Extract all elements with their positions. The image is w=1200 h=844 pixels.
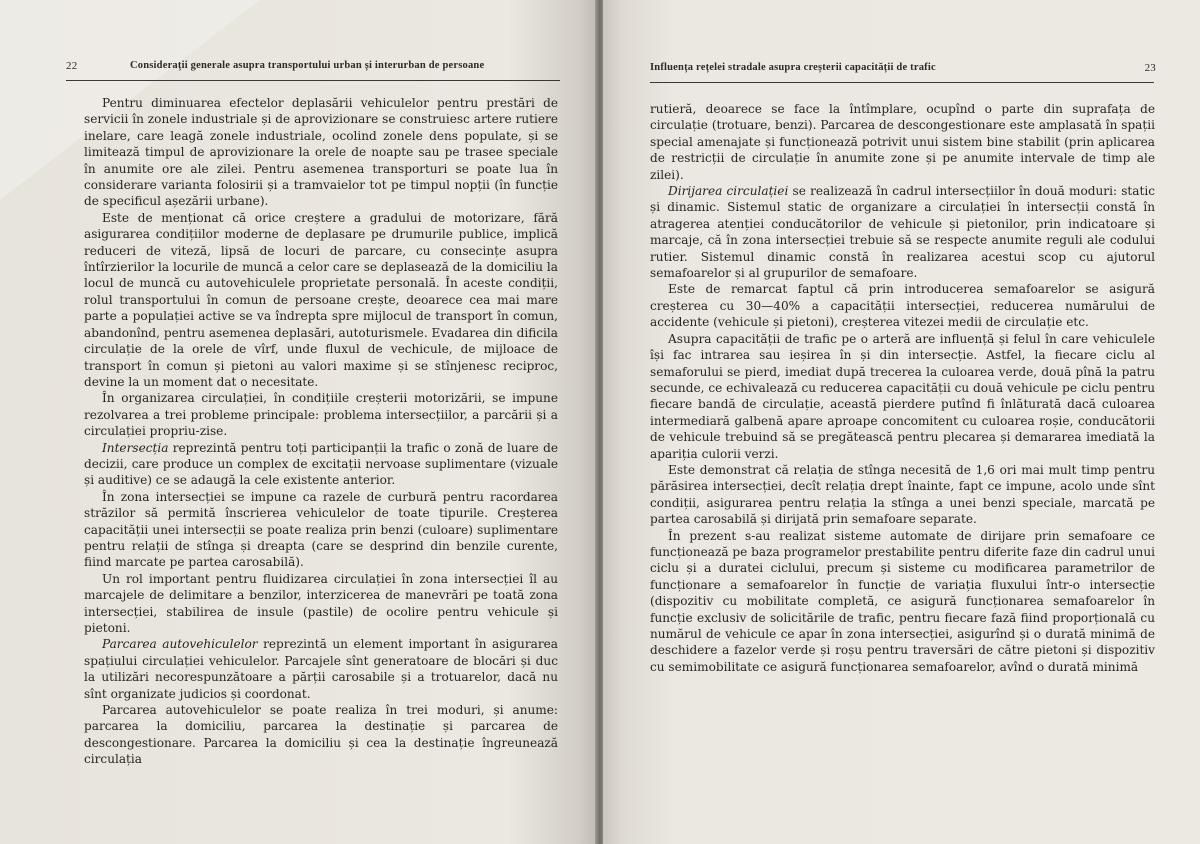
left-running-head: Considerații generale asupra transportului urban și interurban de persoane — [130, 60, 485, 71]
paragraph-text: Este de remarcat faptul că prin introducerea semafoarelor se asigură creșterea cu 30—40% a capacității intersecției, reducerea numărului de accidente (vehicule și pietoni), creșterea vitezei medii de circulație etc. — [650, 282, 1155, 330]
right-header-rule — [650, 82, 1154, 83]
paragraph-text: Un rol important pentru fluidizarea circulației în zona intersecției îl au marcajele de delimitare a benzilor, interzicerea de manevrări pe toată zona intersecției, stabilirea de insule (pastile) de ocolire pentru vehicule și pietoni. — [84, 571, 558, 635]
paragraph — [650, 281, 1155, 330]
paragraph — [650, 331, 1155, 462]
paragraph — [650, 528, 1155, 676]
right-page — [603, 0, 1200, 844]
paragraph-emphasis: Dirijarea circulației — [668, 184, 789, 199]
left-page-number: 22 — [66, 60, 78, 72]
paragraph-text: reprezintă pentru toți participanții la trafic o zonă de luare de decizii, care produce un complex de excitații nervoase suplimentare (vizuale și auditive) ce se adaugă la cele existente anterior. — [84, 440, 558, 488]
paragraph-text: În prezent s-au realizat sisteme automate de dirijare prin semafoare ce funcționează pe baza programelor prestabilite pentru diferite faze din cadrul unui ciclu și a duratei ciclului, precum și sisteme cu modificarea parametrilor de funcționare a semafoarelor în funcție de variația fluxului într-o intersecție (dispozitiv cu mobilitate completă, ce asigură funcționarea semafoarelor în funcție exclusiv de solicitările de trafic, pentru fiecare fază fiind proporțională cu numărul de vehicule ce apar în zona intersecției, asigurînd și o durată minimă de deschidere a fazelor verde și roșu pentru traversări de către pietoni și dispozitiv cu semimobilitate ce asigură funcționarea semafoarelor, avînd o durată minimă — [650, 528, 1155, 674]
paragraph — [650, 101, 1155, 183]
right-page-number: 23 — [1144, 62, 1156, 74]
paragraph — [84, 210, 558, 390]
paragraph — [84, 489, 558, 571]
paragraph — [650, 183, 1155, 281]
paragraph-text: În zona intersecției se impune ca razele de curbură pentru racordarea străzilor să permită înscrierea vehiculelor de toate tipurile. Creșterea capacității unei intersecții se poate realiza prin benzi (culoare) suplimentare pentru relații de stînga și dreapta (care se desprind din benzile curente, fiind marcate pe partea carosabilă). — [84, 489, 558, 570]
paragraph-text: rutieră, deoarece se face la întîmplare, ocupînd o parte din suprafața de circulație (trotuare, benzi). Parcarea de descongestionare este amplasată în spații special amenajate și funcționează potrivit unui sistem bine stabilit (prin aplicarea de restricții de circulație în anumite zone și pe anumite intervale de timp ale zilei). — [650, 102, 1155, 182]
paragraph — [650, 462, 1155, 528]
paragraph-text: Este de menționat că orice creștere a gradului de motorizare, fără asigurarea condițiilor moderne de deplasare pe drumurile publice, implică reduceri de viteză, lipsă de locuri de parcare, cu consecințe asupra întîrzierilor la locurile de muncă a celor care se deplasează de la domiciliu la locul de muncă cu autovehiculele proprietate personală. În aceste condiții, rolul transportului în comun de persoane crește, deoarece cea mai mare parte a populației active se va îndrepta spre mijlocul de transport în comun, abandonînd, pentru asemenea deplasări, autoturismele. Evadarea din dificila circulație de la orele de vîrf, unde fluxul de vechicule, de mijloace de transport în comun și pietoni au valori maxime și se stînjenesc reciproc, devine la un moment dat o necesitate. — [84, 210, 558, 389]
left-page — [0, 0, 597, 844]
paragraph-text: Este demonstrat că relația de stînga necesită de 1,6 ori mai mult timp pentru părăsirea intersecției, decît relația drept înainte, fapt ce impune, acolo unde sînt condiții, asigurarea pentru relația la stînga a unei benzi speciale, marcată pe partea carosabilă și dirijată prin semafoare separate. — [650, 462, 1155, 527]
right-running-header — [650, 60, 1156, 76]
paragraph — [84, 95, 558, 210]
paragraph-emphasis: Intersecția — [102, 440, 169, 455]
paragraph — [84, 702, 558, 768]
left-body-text — [84, 95, 558, 768]
paragraph-text: În organizarea circulației, în condițiile creșterii motorizării, se impune rezolvarea a trei probleme principale: problema intersecțiilor, a parcării și a circulației propriu-zise. — [84, 391, 558, 439]
paragraph-text: Parcarea autovehiculelor se poate realiza în trei moduri, și anume: parcarea la domiciliu, parcarea la destinație și parcarea de descongestionare. Parcarea la domiciliu și cea la destinație îngreunează circulația — [84, 703, 558, 767]
paragraph-text: reprezintă un element important în asigurarea spațiului circulației vehiculelor. Parcajele sînt generatoare de blocări și duc la utilizări necorespunzătoare a părții carosabile și a trotuarelor, dacă nu sînt organizate judicios și coordonat. — [84, 637, 558, 701]
left-header-rule — [66, 80, 560, 81]
paragraph — [84, 571, 558, 637]
paragraph-text: se realizează în cadrul intersecțiilor în două moduri: static și dinamic. Sistemul static de organizare a circulației în intersecții constă în atragerea atenției conducătorilor de vehicule și pietonilor, prin indicatoare și marcaje, că în zona intersecției trebuie să se respecte anumite reguli ale codului rutier. Sistemul dinamic constă în realizarea acestui scop cu ajutorul semafoarelor și al grupurilor de semafoare. — [650, 184, 1155, 281]
paragraph-text: Asupra capacității de trafic pe o arteră are influență și felul în care vehiculele își fac intrarea sau ieșirea în și din intersecție. Astfel, la fiecare ciclu al semaforului se pierd, imediat după trecerea la culoarea verde, două pînă la patru secunde, ce echivalează cu reducerea capacității cu două vehicule pe ciclu pentru fiecare bandă de circulație, această pierdere putînd fi înlăturată dacă culoarea intermediară galbenă apare aproape concomitent cu culoarea roșie, conducătorii de vehicule trebuind să se pregătească pentru plecarea și demararea imediată la apariția culorii verzi. — [650, 331, 1155, 461]
paragraph — [84, 636, 558, 702]
paragraph-text: Pentru diminuarea efectelor deplasării vehiculelor pentru prestări de servicii în zonele industriale și de aprovizionare se construiesc artere rutiere inelare, care leagă zonele industriale, ocolind zonele dens populate, și se limitează timpul de aprovizionare la orele de noapte sau pe trasee speciale în anumite ore ale zilei. Pentru asemenea transporturi se poate lua în considerare varianta folosirii și a tramvaielor tot pe timpul nopții (în funcție de specificul așezării urbane). — [84, 96, 558, 209]
left-running-header — [66, 60, 566, 76]
paragraph — [84, 390, 558, 439]
paragraph-emphasis: Parcarea autovehiculelor — [102, 637, 258, 652]
paragraph — [84, 440, 558, 489]
right-body-text — [650, 101, 1155, 675]
right-running-head: Influența rețelei stradale asupra creșterii capacității de trafic — [650, 62, 936, 73]
